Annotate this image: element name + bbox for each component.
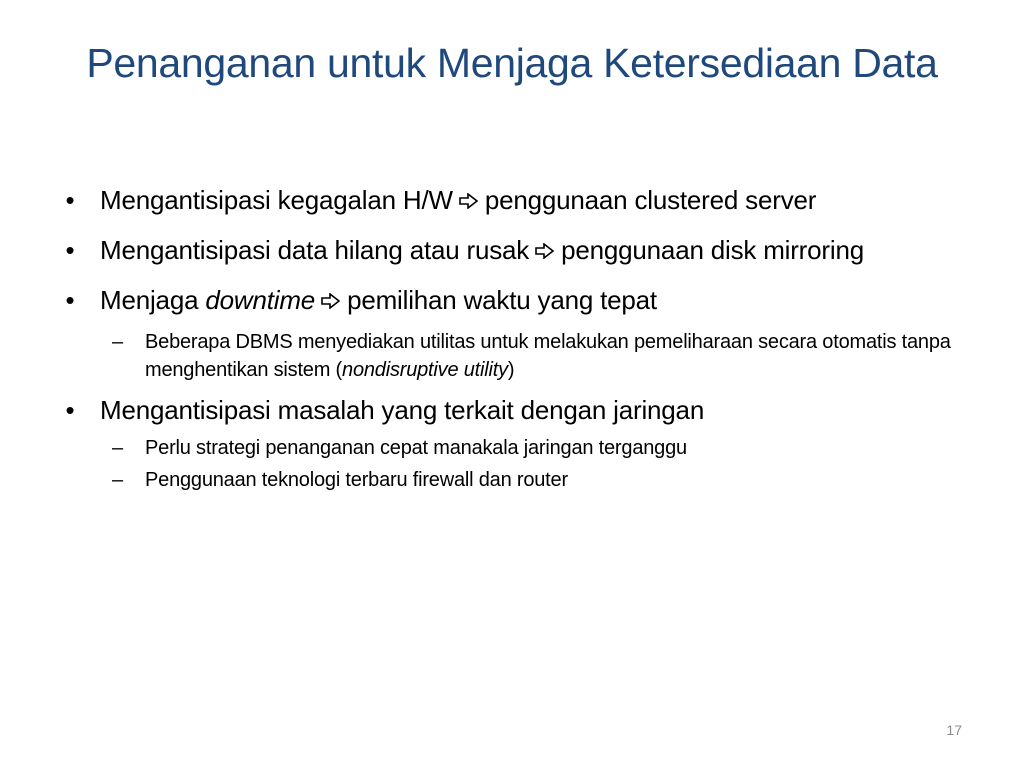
slide-content (60, 182, 960, 502)
slide-title: Penanganan untuk Menjaga Ketersediaan Data (86, 40, 938, 86)
sub-bullet-marker: – (112, 331, 123, 354)
sub-bullet-item (60, 328, 960, 384)
right-arrow-outline-icon (321, 282, 341, 318)
sub-bullet-text: ) (507, 359, 515, 382)
right-arrow-outline-icon (535, 232, 555, 268)
sub-bullet-item (60, 434, 960, 462)
sub-bullet-text: Beberapa DBMS menyediakan utilitas untuk melakukan pemeliharaan secara otomatis tanpa menghentikan sistem ( (145, 331, 951, 382)
sub-bullet-item (60, 466, 960, 494)
sub-bullet-marker: – (112, 437, 123, 460)
bullet-text: Menjaga (100, 285, 199, 316)
sub-bullet-text-italic: nondisruptive utility (342, 359, 508, 382)
bullet-item (60, 392, 960, 428)
bullet-item (60, 282, 960, 322)
bullet-text: Mengantisipasi kegagalan H/W (100, 185, 453, 215)
sub-bullet-marker: – (112, 469, 123, 492)
bullet-marker: • (65, 395, 75, 426)
bullet-text: penggunaan clustered server (484, 185, 817, 215)
bullet-item (60, 232, 960, 272)
bullet-text: penggunaan disk mirroring (561, 235, 864, 266)
sub-bullet-text: Penggunaan teknologi terbaru firewall dan router (145, 469, 568, 492)
sub-bullet-text: Perlu strategi penanganan cepat manakala jaringan terganggu (145, 437, 687, 460)
bullet-text-italic: downtime (205, 285, 316, 316)
bullet-text: pemilihan waktu yang tepat (347, 285, 657, 316)
right-arrow-outline-icon (459, 182, 479, 218)
bullet-item (60, 182, 960, 222)
bullet-marker: • (65, 285, 75, 316)
page-number: 17 (946, 722, 962, 738)
bullet-marker: • (65, 185, 75, 215)
bullet-marker: • (65, 235, 75, 266)
bullet-text: Mengantisipasi data hilang atau rusak (100, 235, 530, 266)
bullet-text: Mengantisipasi masalah yang terkait dengan jaringan (100, 395, 705, 426)
